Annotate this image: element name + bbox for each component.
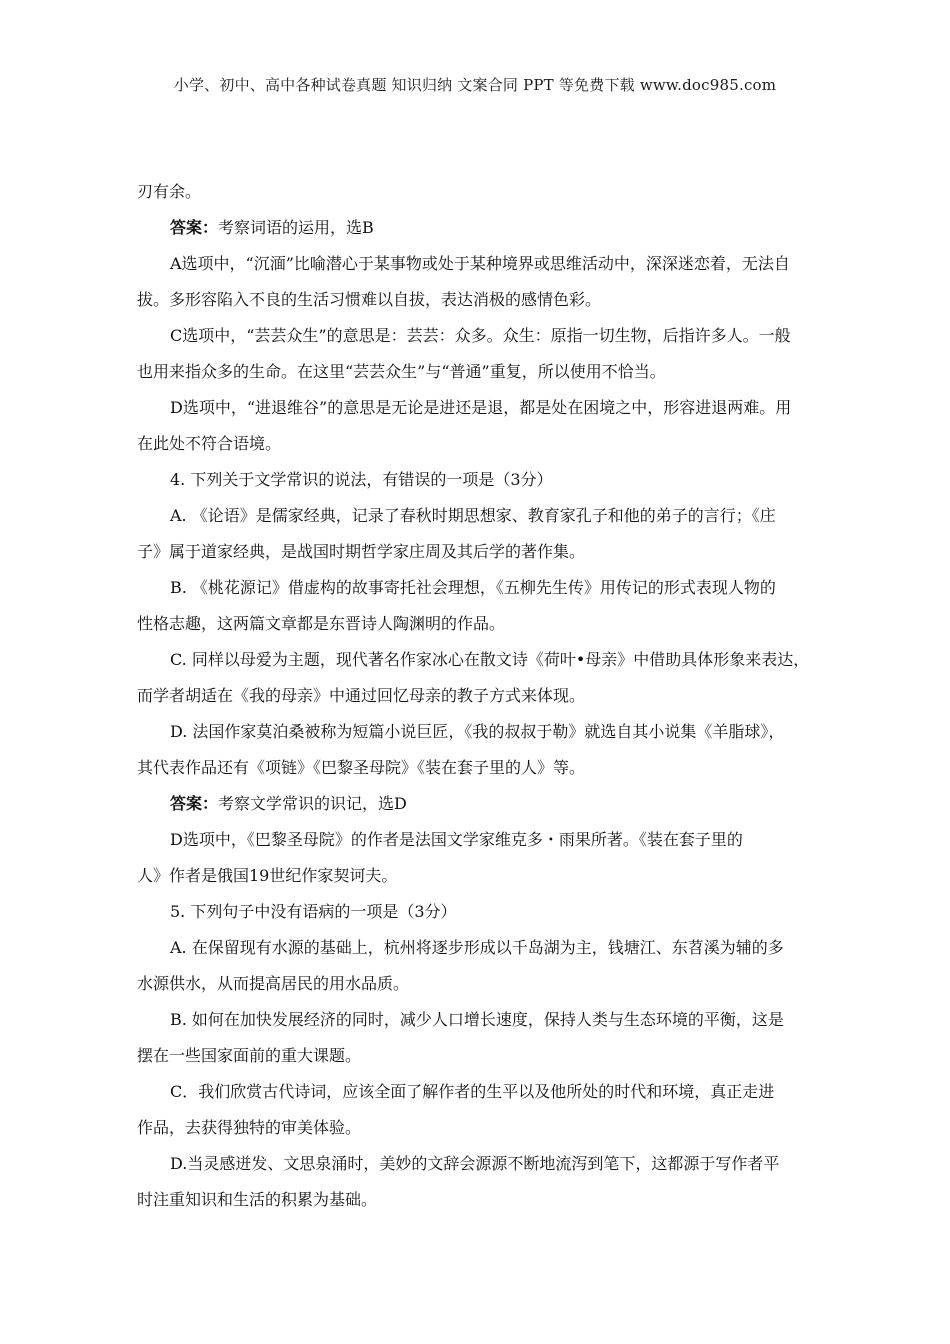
option-line: 水源供水，从而提高居民的用水品质。	[137, 974, 410, 993]
option-line: 摆在一些国家面前的重大课题。	[137, 1046, 362, 1065]
option-line: C. 同样以母爱为主题，现代著名作家冰心在散文诗《荷叶•母亲》中借助具体形象来表达，	[170, 650, 810, 669]
option-line: 时注重知识和生活的积累为基础。	[137, 1190, 378, 1209]
text-line: A选项中，“沉湎”比喻潜心于某事物或处于某种境界或思维活动中，深深迷恋着，无法自	[170, 254, 790, 273]
option-line: 作品，去获得独特的审美体验。	[137, 1118, 362, 1137]
answer-label: 答案：	[170, 218, 219, 237]
text-line: D选项中，《巴黎圣母院》的作者是法国文学家维克多・雨果所著。《装在套子里的	[170, 830, 743, 849]
option-line: A. 在保留现有水源的基础上，杭州将逐步形成以千岛湖为主，钱塘江、东苕溪为辅的多	[170, 938, 784, 957]
option-line: 而学者胡适在《我的母亲》中通过回忆母亲的教子方式来体现。	[137, 686, 586, 705]
page-header: 小学、初中、高中各种试卷真题 知识归纳 文案合同 PPT 等免费下载 www.doc985.com	[173, 76, 777, 94]
option-line: A. 《论语》是儒家经典，记录了春秋时期思想家、教育家孔子和他的弟子的言行；《庄	[170, 506, 776, 525]
text-line: C选项中，“芸芸众生”的意思是：芸芸：众多。众生：原指一切生物，后指许多人。一般	[170, 326, 791, 345]
text-line: D选项中，“进退维谷”的意思是无论是进还是退，都是处在困境之中，形容进退两难。用	[170, 398, 792, 417]
option-line: B. 《桃花源记》借虚构的故事寄托社会理想，《五柳先生传》用传记的形式表现人物的	[170, 578, 776, 597]
question-title: 4. 下列关于文学常识的说法，有错误的一项是（3分）	[170, 470, 553, 489]
question-title: 5. 下列句子中没有语病的一项是（3分）	[170, 902, 457, 921]
text-line: 在此处不符合语境。	[137, 434, 282, 453]
option-line: 子》属于道家经典，是战国时期哲学家庄周及其后学的著作集。	[137, 542, 586, 561]
document-body	[137, 174, 823, 1218]
answer-line	[137, 786, 823, 822]
option-line: D.当灵感迸发、文思泉涌时，美妙的文辞会源源不断地流泻到笔下，这都源于写作者平	[170, 1154, 780, 1173]
option-line: 性格志趣，这两篇文章都是东晋诗人陶渊明的作品。	[137, 614, 506, 633]
answer-line	[137, 210, 823, 246]
option-line: C．我们欣赏古代诗词，应该全面了解作者的生平以及他所处的时代和环境，真正走进	[170, 1082, 775, 1101]
answer-text: 考察词语的运用，选B	[218, 218, 374, 237]
text-line: 拔。多形容陷入不良的生活习惯难以自拔，表达消极的感情色彩。	[137, 290, 602, 309]
option-line: D. 法国作家莫泊桑被称为短篇小说巨匠，《我的叔叔于勒》就选自其小说集《羊脂球》，	[170, 722, 785, 741]
answer-text: 考察文学常识的识记，选D	[218, 794, 407, 813]
option-line: B. 如何在加快发展经济的同时，减少人口增长速度，保持人类与生态环境的平衡，这是	[170, 1010, 784, 1029]
text-line: 刃有余。	[137, 182, 202, 201]
text-line: 也用来指众多的生命。在这里“芸芸众生”与“普通”重复，所以使用不恰当。	[137, 362, 666, 381]
option-line: 其代表作品还有《项链》《巴黎圣母院》《装在套子里的人》等。	[137, 758, 586, 777]
answer-label: 答案：	[170, 794, 219, 813]
text-line: 人》作者是俄国19世纪作家契诃夫。	[137, 866, 398, 885]
